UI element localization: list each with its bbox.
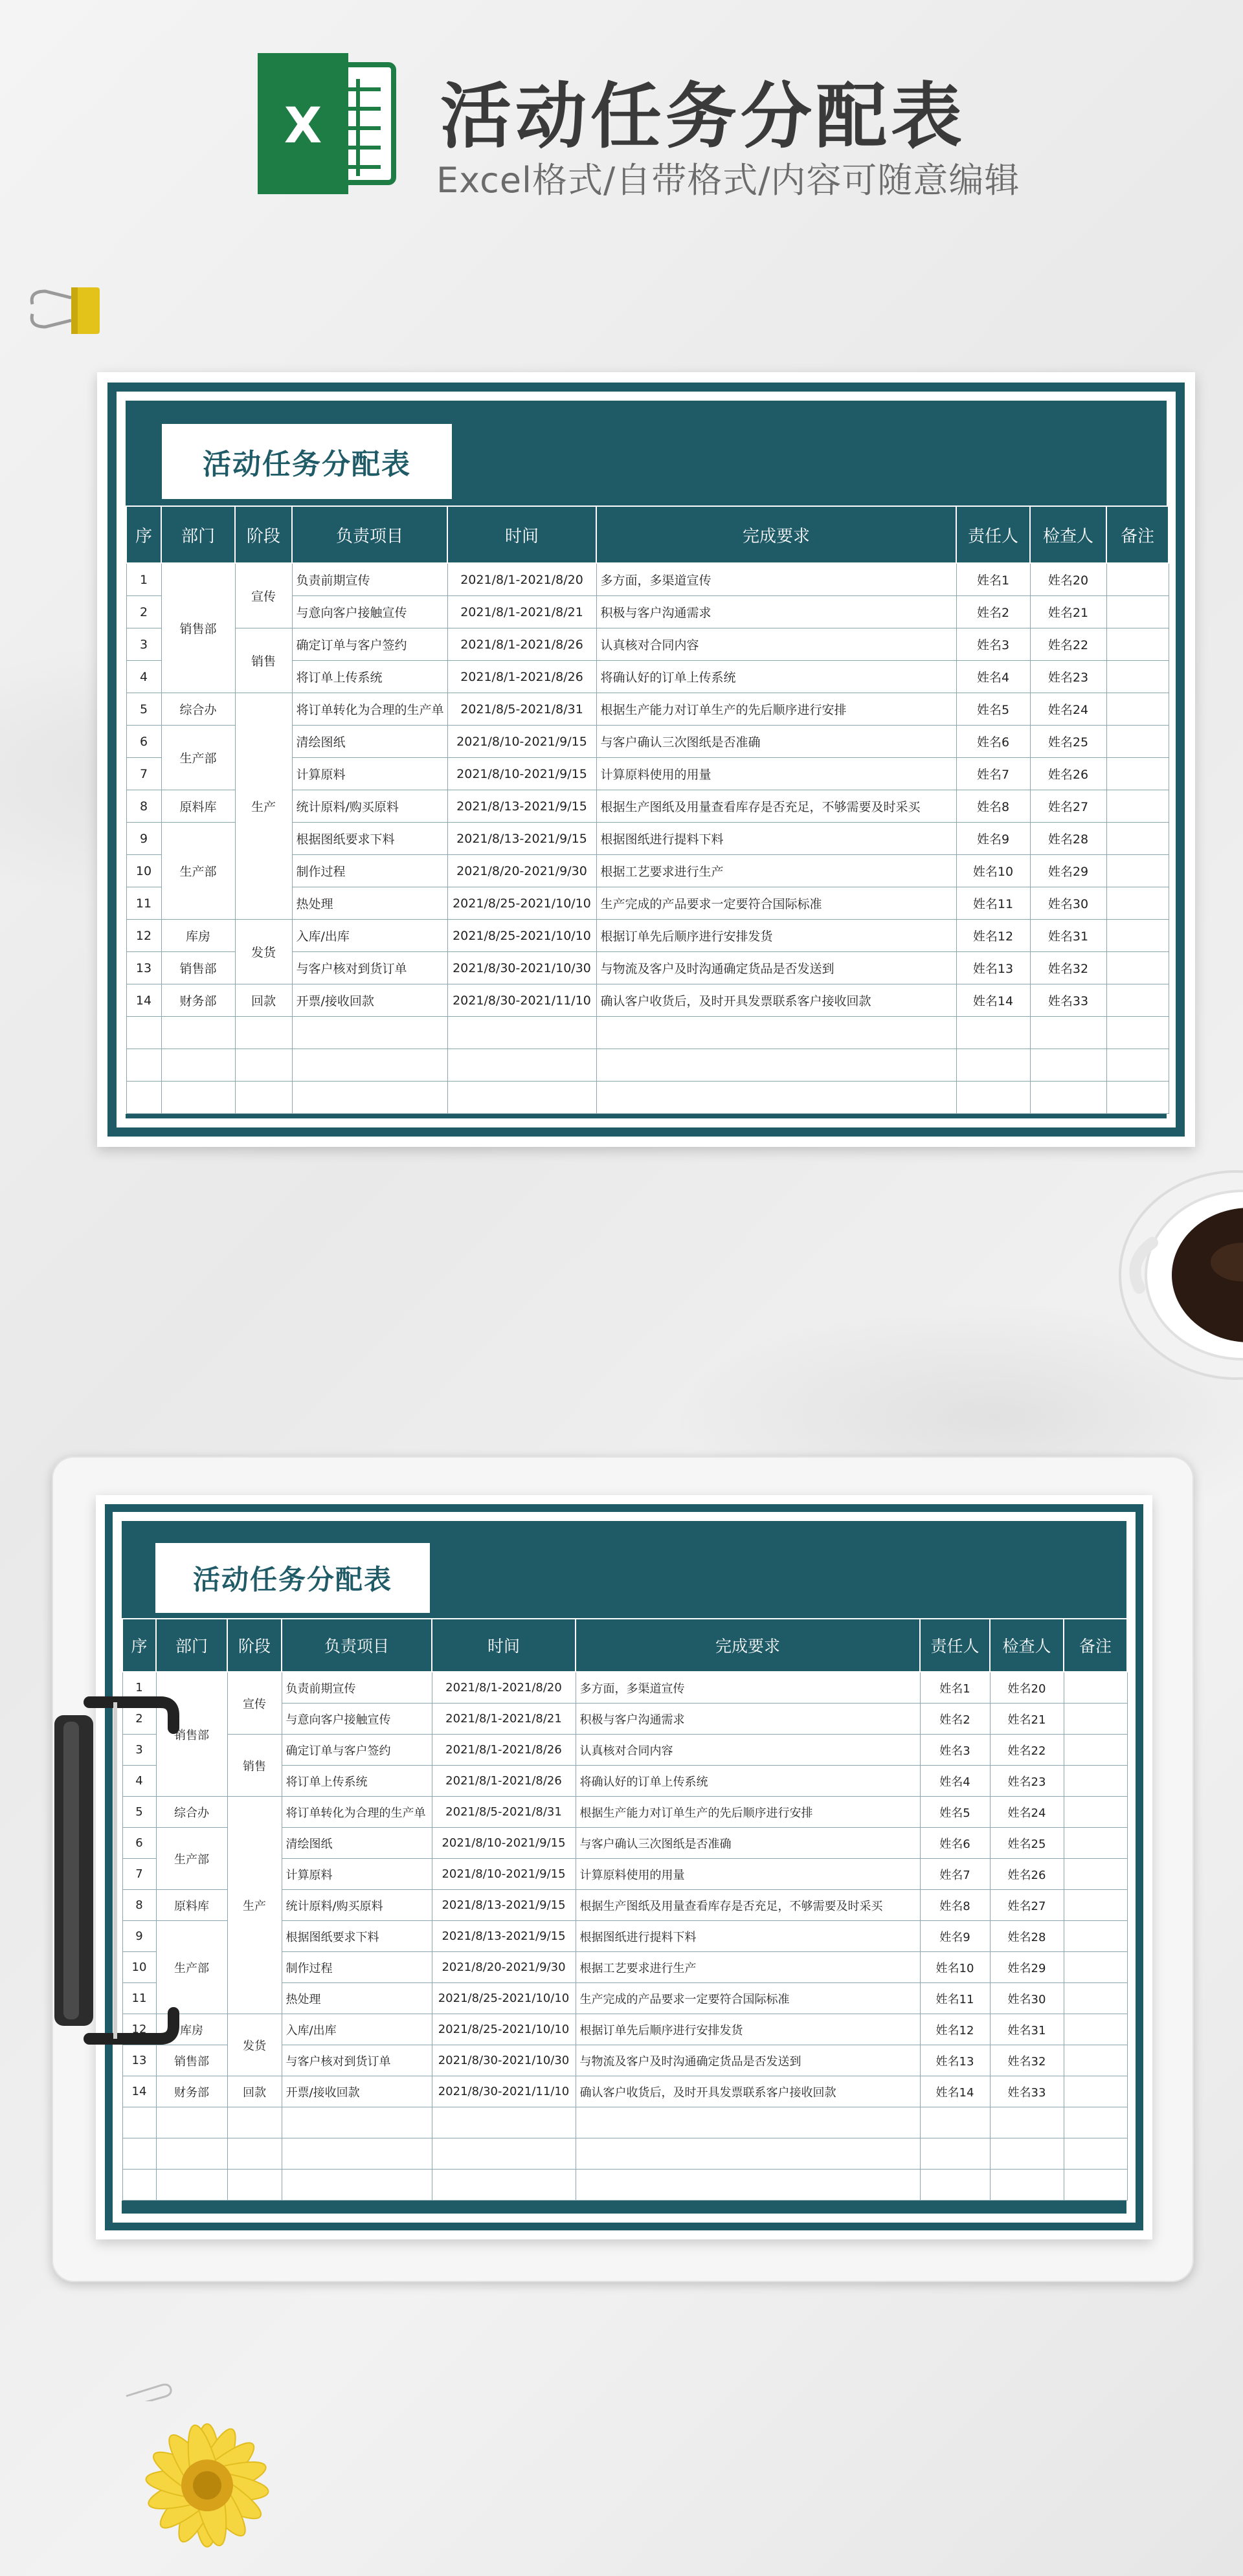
project-cell: 热处理	[282, 1983, 432, 2014]
project-cell: 制作过程	[282, 1952, 432, 1983]
requirement-cell: 根据生产图纸及用量查看库存是否充足，不够需要及时采买	[576, 1890, 920, 1921]
dept-cell: 原料库	[156, 1890, 227, 1921]
requirement-cell: 积极与客户沟通需求	[596, 596, 956, 628]
title-band	[126, 401, 1167, 505]
checker-cell: 姓名27	[1030, 790, 1106, 823]
row-no: 9	[126, 823, 161, 855]
requirement-cell: 确认客户收货后，及时开具发票联系客户接收回款	[596, 984, 956, 1017]
title-band	[122, 1521, 1126, 1618]
owner-cell: 姓名9	[920, 1921, 990, 1952]
col-header-dept: 部门	[156, 1619, 227, 1672]
note-cell	[1064, 1672, 1127, 1704]
row-no: 7	[126, 758, 161, 790]
owner-cell: 姓名5	[956, 693, 1030, 726]
note-cell	[1064, 1797, 1127, 1828]
time-cell: 2021/8/10-2021/9/15	[432, 1859, 576, 1890]
empty-row	[122, 2138, 1127, 2170]
note-cell	[1064, 1952, 1127, 1983]
checker-cell: 姓名30	[1030, 887, 1106, 920]
note-cell	[1106, 984, 1169, 1017]
owner-cell: 姓名6	[920, 1828, 990, 1859]
project-cell: 入库/出库	[282, 2014, 432, 2045]
owner-cell: 姓名3	[920, 1735, 990, 1766]
row-no: 10	[126, 855, 161, 887]
time-cell: 2021/8/1-2021/8/20	[447, 563, 596, 596]
note-cell	[1064, 1766, 1127, 1797]
stage-cell: 宣传	[235, 563, 292, 628]
requirement-cell: 认真核对合同内容	[596, 628, 956, 661]
excel-logo-letter: X	[284, 96, 322, 154]
owner-cell: 姓名11	[956, 887, 1030, 920]
note-cell	[1106, 758, 1169, 790]
dept-cell: 销售部	[161, 563, 235, 693]
time-cell: 2021/8/30-2021/11/10	[432, 2076, 576, 2107]
time-cell: 2021/8/30-2021/10/30	[447, 952, 596, 984]
col-header-note: 备注	[1064, 1619, 1127, 1672]
requirement-cell: 积极与客户沟通需求	[576, 1704, 920, 1735]
dept-cell: 综合办	[161, 693, 235, 726]
time-cell: 2021/8/1-2021/8/26	[447, 661, 596, 693]
table-row	[126, 693, 1169, 726]
checker-cell: 姓名26	[990, 1859, 1064, 1890]
note-cell	[1064, 1735, 1127, 1766]
col-header-checker: 检查人	[990, 1619, 1064, 1672]
time-cell: 2021/8/30-2021/10/30	[432, 2045, 576, 2076]
time-cell: 2021/8/1-2021/8/26	[447, 628, 596, 661]
excel-icon	[258, 53, 399, 194]
requirement-cell: 与客户确认三次图纸是否准确	[596, 726, 956, 758]
checker-cell: 姓名33	[990, 2076, 1064, 2107]
owner-cell: 姓名11	[920, 1983, 990, 2014]
stage-cell: 销售	[227, 1735, 282, 1797]
checker-cell: 姓名33	[1030, 984, 1106, 1017]
table-row	[122, 1797, 1127, 1828]
checker-cell: 姓名25	[1030, 726, 1106, 758]
col-header-requirement: 完成要求	[576, 1619, 920, 1672]
project-cell: 制作过程	[292, 855, 447, 887]
owner-cell: 姓名13	[956, 952, 1030, 984]
row-no: 4	[126, 661, 161, 693]
checker-cell: 姓名31	[990, 2014, 1064, 2045]
row-no: 14	[126, 984, 161, 1017]
project-cell: 将订单转化为合理的生产单	[292, 693, 447, 726]
time-cell: 2021/8/10-2021/9/15	[432, 1828, 576, 1859]
table-row	[122, 2014, 1127, 2045]
note-cell	[1106, 693, 1169, 726]
dept-cell: 原料库	[161, 790, 235, 823]
requirement-cell: 根据生产能力对订单生产的先后顺序进行安排	[596, 693, 956, 726]
row-no: 6	[122, 1828, 156, 1859]
row-no: 10	[122, 1952, 156, 1983]
empty-row	[122, 2107, 1127, 2138]
time-cell: 2021/8/5-2021/8/31	[432, 1797, 576, 1828]
note-cell	[1064, 2076, 1127, 2107]
dept-cell: 销售部	[161, 952, 235, 984]
stage-cell: 生产	[227, 1797, 282, 2014]
checker-cell: 姓名31	[1030, 920, 1106, 952]
stage-cell: 发货	[227, 2014, 282, 2076]
requirement-cell: 生产完成的产品要求一定要符合国际标准	[596, 887, 956, 920]
row-no: 11	[126, 887, 161, 920]
task-table	[126, 505, 1169, 1114]
checker-cell: 姓名21	[1030, 596, 1106, 628]
time-cell: 2021/8/1-2021/8/21	[447, 596, 596, 628]
empty-row	[126, 1017, 1169, 1049]
dept-cell: 生产部	[156, 1828, 227, 1890]
owner-cell: 姓名14	[920, 2076, 990, 2107]
project-cell: 开票/接收回款	[292, 984, 447, 1017]
stage-cell: 回款	[235, 984, 292, 1017]
dept-cell: 生产部	[161, 823, 235, 920]
table-row	[122, 1735, 1127, 1766]
col-header-owner: 责任人	[920, 1619, 990, 1672]
col-header-checker: 检查人	[1030, 506, 1106, 563]
project-cell: 负责前期宣传	[282, 1672, 432, 1704]
requirement-cell: 根据图纸进行提料下料	[596, 823, 956, 855]
owner-cell: 姓名2	[956, 596, 1030, 628]
col-header-owner: 责任人	[956, 506, 1030, 563]
checker-cell: 姓名28	[990, 1921, 1064, 1952]
requirement-cell: 根据图纸进行提料下料	[576, 1921, 920, 1952]
project-cell: 与客户核对到货订单	[282, 2045, 432, 2076]
stage-cell: 发货	[235, 920, 292, 984]
dept-cell: 销售部	[156, 2045, 227, 2076]
checker-cell: 姓名22	[990, 1735, 1064, 1766]
row-no: 3	[126, 628, 161, 661]
table-header-row	[126, 506, 1169, 563]
checker-cell: 姓名24	[1030, 693, 1106, 726]
row-no: 11	[122, 1983, 156, 2014]
project-cell: 将订单上传系统	[292, 661, 447, 693]
checker-cell: 姓名32	[1030, 952, 1106, 984]
note-cell	[1106, 855, 1169, 887]
col-header-time: 时间	[432, 1619, 576, 1672]
dept-cell: 库房	[156, 2014, 227, 2045]
checker-cell: 姓名24	[990, 1797, 1064, 1828]
coffee-cup-icon	[1114, 1165, 1243, 1385]
requirement-cell: 根据订单先后顺序进行安排发货	[596, 920, 956, 952]
owner-cell: 姓名1	[920, 1672, 990, 1704]
checker-cell: 姓名20	[1030, 563, 1106, 596]
requirement-cell: 生产完成的产品要求一定要符合国际标准	[576, 1983, 920, 2014]
empty-row	[126, 1049, 1169, 1082]
row-no: 2	[126, 596, 161, 628]
row-no: 2	[122, 1704, 156, 1735]
owner-cell: 姓名9	[956, 823, 1030, 855]
table-row	[126, 920, 1169, 952]
col-header-no: 序	[126, 506, 161, 563]
project-cell: 与客户核对到货订单	[292, 952, 447, 984]
checker-cell: 姓名22	[1030, 628, 1106, 661]
task-table	[122, 1618, 1128, 2201]
stage-cell: 回款	[227, 2076, 282, 2107]
owner-cell: 姓名12	[920, 2014, 990, 2045]
table-header-row	[122, 1619, 1127, 1672]
requirement-cell: 计算原料使用的用量	[596, 758, 956, 790]
col-header-project: 负责项目	[282, 1619, 432, 1672]
owner-cell: 姓名8	[956, 790, 1030, 823]
note-cell	[1106, 596, 1169, 628]
note-cell	[1064, 1921, 1127, 1952]
row-no: 13	[122, 2045, 156, 2076]
note-cell	[1064, 2045, 1127, 2076]
owner-cell: 姓名12	[956, 920, 1030, 952]
owner-cell: 姓名7	[920, 1859, 990, 1890]
stage-cell: 销售	[235, 628, 292, 693]
note-cell	[1064, 1704, 1127, 1735]
requirement-cell: 根据订单先后顺序进行安排发货	[576, 2014, 920, 2045]
time-cell: 2021/8/25-2021/10/10	[447, 887, 596, 920]
time-cell: 2021/8/10-2021/9/15	[447, 758, 596, 790]
checker-cell: 姓名32	[990, 2045, 1064, 2076]
note-cell	[1106, 726, 1169, 758]
requirement-cell: 根据工艺要求进行生产	[576, 1952, 920, 1983]
row-no: 5	[126, 693, 161, 726]
table-frame	[107, 383, 1185, 1137]
table-row	[126, 563, 1169, 596]
project-cell: 确定订单与客户签约	[292, 628, 447, 661]
checker-cell: 姓名28	[1030, 823, 1106, 855]
checker-cell: 姓名27	[990, 1890, 1064, 1921]
project-cell: 负责前期宣传	[292, 563, 447, 596]
owner-cell: 姓名2	[920, 1704, 990, 1735]
owner-cell: 姓名1	[956, 563, 1030, 596]
spreadsheet-card-top	[97, 372, 1195, 1147]
sheet-title: 活动任务分配表	[162, 424, 452, 499]
row-no: 8	[126, 790, 161, 823]
table-frame	[105, 1504, 1143, 2230]
owner-cell: 姓名8	[920, 1890, 990, 1921]
note-cell	[1064, 1828, 1127, 1859]
note-cell	[1106, 887, 1169, 920]
row-no: 1	[122, 1672, 156, 1704]
row-no: 5	[122, 1797, 156, 1828]
time-cell: 2021/8/30-2021/11/10	[447, 984, 596, 1017]
row-no: 7	[122, 1859, 156, 1890]
requirement-cell: 多方面，多渠道宣传	[576, 1672, 920, 1704]
stage-cell: 宣传	[227, 1672, 282, 1735]
checker-cell: 姓名23	[990, 1766, 1064, 1797]
note-cell	[1064, 1890, 1127, 1921]
sheet-title: 活动任务分配表	[155, 1543, 430, 1613]
time-cell: 2021/8/13-2021/9/15	[447, 790, 596, 823]
owner-cell: 姓名3	[956, 628, 1030, 661]
project-cell: 统计原料/购买原料	[282, 1890, 432, 1921]
col-header-dept: 部门	[161, 506, 235, 563]
note-cell	[1064, 2014, 1127, 2045]
stage-cell: 生产	[235, 693, 292, 920]
checker-cell: 姓名30	[990, 1983, 1064, 2014]
flower-icon	[97, 2362, 317, 2576]
page-title: 活动任务分配表	[440, 75, 966, 158]
dept-cell: 财务部	[156, 2076, 227, 2107]
time-cell: 2021/8/1-2021/8/26	[432, 1735, 576, 1766]
note-cell	[1106, 790, 1169, 823]
project-cell: 与意向客户接触宣传	[292, 596, 447, 628]
spreadsheet-card-bottom	[96, 1495, 1152, 2239]
checker-cell: 姓名26	[1030, 758, 1106, 790]
row-no: 6	[126, 726, 161, 758]
dept-cell: 生产部	[156, 1921, 227, 2014]
dept-cell: 生产部	[161, 726, 235, 790]
binder-clip-icon	[26, 278, 104, 343]
time-cell: 2021/8/1-2021/8/21	[432, 1704, 576, 1735]
owner-cell: 姓名6	[956, 726, 1030, 758]
col-header-project: 负责项目	[292, 506, 447, 563]
row-no: 8	[122, 1890, 156, 1921]
checker-cell: 姓名20	[990, 1672, 1064, 1704]
requirement-cell: 与客户确认三次图纸是否准确	[576, 1828, 920, 1859]
project-cell: 根据图纸要求下料	[282, 1921, 432, 1952]
owner-cell: 姓名10	[920, 1952, 990, 1983]
time-cell: 2021/8/20-2021/9/30	[432, 1952, 576, 1983]
time-cell: 2021/8/13-2021/9/15	[432, 1921, 576, 1952]
requirement-cell: 多方面，多渠道宣传	[596, 563, 956, 596]
checker-cell: 姓名29	[1030, 855, 1106, 887]
project-cell: 与意向客户接触宣传	[282, 1704, 432, 1735]
project-cell: 根据图纸要求下料	[292, 823, 447, 855]
time-cell: 2021/8/10-2021/9/15	[447, 726, 596, 758]
note-cell	[1106, 563, 1169, 596]
project-cell: 热处理	[292, 887, 447, 920]
row-no: 14	[122, 2076, 156, 2107]
owner-cell: 姓名14	[956, 984, 1030, 1017]
requirement-cell: 认真核对合同内容	[576, 1735, 920, 1766]
owner-cell: 姓名13	[920, 2045, 990, 2076]
table-row	[122, 2076, 1127, 2107]
project-cell: 清绘图纸	[282, 1828, 432, 1859]
page-subtitle: Excel格式/自带格式/内容可随意编辑	[436, 160, 1020, 201]
empty-row	[126, 1082, 1169, 1114]
owner-cell: 姓名10	[956, 855, 1030, 887]
row-no: 1	[126, 563, 161, 596]
note-cell	[1106, 823, 1169, 855]
checker-cell: 姓名29	[990, 1952, 1064, 1983]
row-no: 9	[122, 1921, 156, 1952]
project-cell: 将订单上传系统	[282, 1766, 432, 1797]
requirement-cell: 确认客户收货后，及时开具发票联系客户接收回款	[576, 2076, 920, 2107]
col-header-time: 时间	[447, 506, 596, 563]
project-cell: 计算原料	[292, 758, 447, 790]
project-cell: 确定订单与客户签约	[282, 1735, 432, 1766]
clipboard-clip-icon	[50, 1689, 180, 2052]
requirement-cell: 将确认好的订单上传系统	[576, 1766, 920, 1797]
time-cell: 2021/8/1-2021/8/20	[432, 1672, 576, 1704]
row-no: 12	[122, 2014, 156, 2045]
note-cell	[1106, 920, 1169, 952]
time-cell: 2021/8/5-2021/8/31	[447, 693, 596, 726]
note-cell	[1106, 628, 1169, 661]
checker-cell: 姓名25	[990, 1828, 1064, 1859]
dept-cell: 销售部	[156, 1672, 227, 1797]
dept-cell: 综合办	[156, 1797, 227, 1828]
row-no: 4	[122, 1766, 156, 1797]
requirement-cell: 与物流及客户及时沟通确定货品是否发送到	[596, 952, 956, 984]
table-row	[126, 984, 1169, 1017]
requirement-cell: 计算原料使用的用量	[576, 1859, 920, 1890]
requirement-cell: 与物流及客户及时沟通确定货品是否发送到	[576, 2045, 920, 2076]
note-cell	[1106, 952, 1169, 984]
note-cell	[1064, 1983, 1127, 2014]
requirement-cell: 根据工艺要求进行生产	[596, 855, 956, 887]
owner-cell: 姓名4	[956, 661, 1030, 693]
requirement-cell: 将确认好的订单上传系统	[596, 661, 956, 693]
project-cell: 统计原料/购买原料	[292, 790, 447, 823]
requirement-cell: 根据生产能力对订单生产的先后顺序进行安排	[576, 1797, 920, 1828]
time-cell: 2021/8/20-2021/9/30	[447, 855, 596, 887]
owner-cell: 姓名7	[956, 758, 1030, 790]
table-row	[122, 1672, 1127, 1704]
row-no: 3	[122, 1735, 156, 1766]
checker-cell: 姓名23	[1030, 661, 1106, 693]
col-header-no: 序	[122, 1619, 156, 1672]
project-cell: 开票/接收回款	[282, 2076, 432, 2107]
row-no: 13	[126, 952, 161, 984]
col-header-stage: 阶段	[235, 506, 292, 563]
project-cell: 清绘图纸	[292, 726, 447, 758]
row-no: 12	[126, 920, 161, 952]
dept-cell: 库房	[161, 920, 235, 952]
project-cell: 入库/出库	[292, 920, 447, 952]
owner-cell: 姓名5	[920, 1797, 990, 1828]
empty-row	[122, 2170, 1127, 2201]
table-row	[126, 628, 1169, 661]
col-header-note: 备注	[1106, 506, 1169, 563]
requirement-cell: 根据生产图纸及用量查看库存是否充足，不够需要及时采买	[596, 790, 956, 823]
time-cell: 2021/8/25-2021/10/10	[432, 2014, 576, 2045]
col-header-stage: 阶段	[227, 1619, 282, 1672]
col-header-requirement: 完成要求	[596, 506, 956, 563]
checker-cell: 姓名21	[990, 1704, 1064, 1735]
project-cell: 将订单转化为合理的生产单	[282, 1797, 432, 1828]
time-cell: 2021/8/25-2021/10/10	[432, 1983, 576, 2014]
time-cell: 2021/8/1-2021/8/26	[432, 1766, 576, 1797]
time-cell: 2021/8/13-2021/9/15	[432, 1890, 576, 1921]
note-cell	[1106, 661, 1169, 693]
note-cell	[1064, 1859, 1127, 1890]
time-cell: 2021/8/13-2021/9/15	[447, 823, 596, 855]
time-cell: 2021/8/25-2021/10/10	[447, 920, 596, 952]
project-cell: 计算原料	[282, 1859, 432, 1890]
dept-cell: 财务部	[161, 984, 235, 1017]
owner-cell: 姓名4	[920, 1766, 990, 1797]
